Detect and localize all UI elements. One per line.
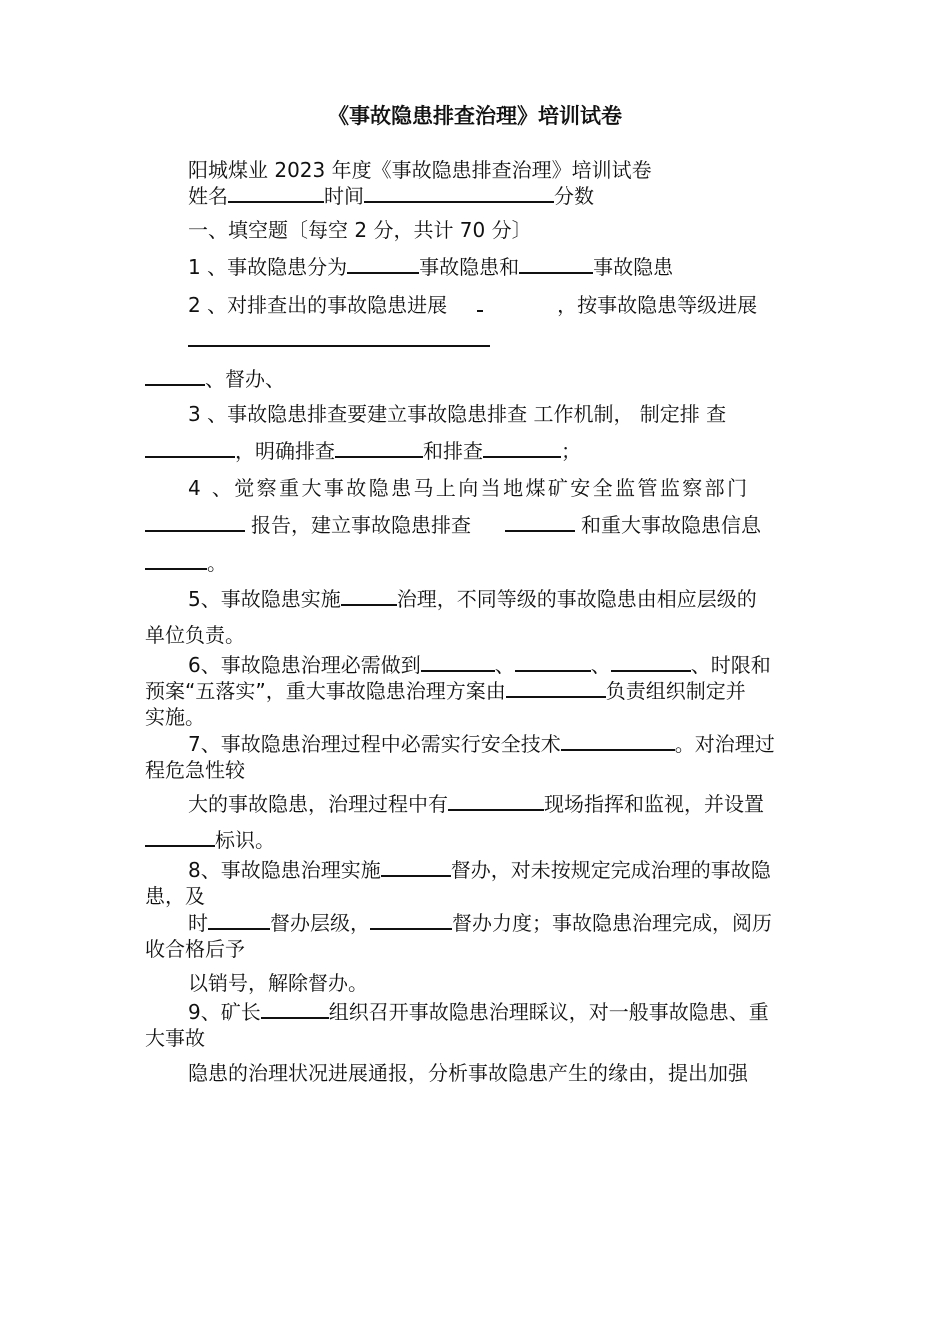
q6-text-d: 、时限和 <box>690 653 771 677</box>
question-7-cont <box>145 757 245 783</box>
time-label: 时间 <box>324 184 364 208</box>
q7-text-d: 大的事故隐患，治理过程中有 <box>188 792 448 816</box>
q2-blank-3 <box>145 366 205 386</box>
q3-blank-2 <box>335 438 423 458</box>
q6-blank-3 <box>611 652 691 672</box>
q1-text-c: 事故隐患 <box>593 255 674 279</box>
question-9-cont-2 <box>188 1060 748 1086</box>
question-8-cont <box>145 883 205 909</box>
q8-text-a: 8、事故隐患治理实施 <box>188 858 381 882</box>
q7-text-c: 程危急性较 <box>145 758 245 782</box>
q9-text-b: 组织召开事故隐患治理睬议，对一般事故隐患、重 <box>328 1000 769 1024</box>
name-label: 姓名 <box>188 184 228 208</box>
q4-text-b: 报告，建立事故隐患排查 <box>251 513 471 537</box>
question-4-cont <box>145 512 761 538</box>
q8-text-g: 收合格后予 <box>145 937 245 961</box>
q7-blank-1 <box>561 731 675 751</box>
q9-text-d: 隐患的治理状况进展通报，分析事故隐患产生的缘由，提出加强 <box>188 1061 748 1085</box>
q5-text-a: 5、事故隐患实施 <box>188 587 341 611</box>
q7-text-e: 现场指挥和监视，并设置 <box>544 792 764 816</box>
time-blank <box>364 183 554 203</box>
question-6 <box>188 652 771 678</box>
section1-heading: 一、填空题〔每空 2 分，共计 70 分〕 <box>188 218 532 242</box>
q6-blank-4 <box>506 678 606 698</box>
question-3-cont <box>145 438 581 464</box>
question-8-end <box>188 970 368 996</box>
q1-blank-1 <box>347 254 419 274</box>
q1-blank-2 <box>519 254 593 274</box>
q7-text-a: 7、事故隐患治理过程中必需实行安全技术 <box>188 732 561 756</box>
question-2-blank-line <box>188 327 490 353</box>
q4-text-d: 。 <box>207 551 227 575</box>
q4-text-c: 和重大事故隐患信息 <box>581 513 761 537</box>
q5-text-c: 单位负责。 <box>145 623 245 647</box>
q6-text-e: 预案“五落实”，重大事故隐患治理方案由 <box>145 679 506 703</box>
exam-info-row <box>188 183 594 209</box>
q3-text-c: 和排查 <box>423 439 483 463</box>
q9-text-c: 大事故 <box>145 1026 205 1050</box>
q6-blank-2 <box>515 652 591 672</box>
question-6-cont <box>145 678 746 704</box>
q8-blank-2 <box>208 910 270 930</box>
q3-text-b: ，明确排查 <box>235 439 335 463</box>
question-7 <box>188 731 775 757</box>
q8-blank-3 <box>370 910 452 930</box>
q6-text-a: 6、事故隐患治理必需做到 <box>188 653 421 677</box>
question-5 <box>188 586 757 612</box>
question-7-cont-2 <box>188 791 764 817</box>
q7-blank-3 <box>145 827 215 847</box>
q4-blank-2 <box>505 512 575 532</box>
q8-blank-1 <box>381 857 451 877</box>
question-1 <box>188 254 673 280</box>
q2-text-c: 、督办、 <box>205 367 285 391</box>
q9-blank-1 <box>261 999 329 1019</box>
q6-text-g: 实施。 <box>145 705 205 729</box>
q4-text-a: 4 、觉察重大事故隐患马上向当地煤矿安全监管监察部门 <box>188 476 750 500</box>
question-9 <box>188 999 769 1025</box>
q6-blank-1 <box>421 652 495 672</box>
q8-text-f: 督办力度；事故隐患治理完成，阅历 <box>452 911 772 935</box>
q2-text-b: ，按事故隐患等级进展 <box>557 293 758 317</box>
q3-blank-1 <box>145 438 235 458</box>
q2-blank-2 <box>188 327 490 347</box>
q7-text-f: 标识。 <box>215 828 275 852</box>
q8-text-b: 督办，对未按规定完成治理的事故隐 <box>450 858 771 882</box>
name-blank <box>228 183 324 203</box>
question-7-end <box>145 827 275 853</box>
score-label: 分数 <box>554 184 594 208</box>
q2-text-a: 2 、对排查出的事故隐患进展 <box>188 293 448 317</box>
q8-text-c: 患，及 <box>145 884 205 908</box>
q3-text-d: ； <box>561 439 581 463</box>
exam-subtitle <box>188 157 652 183</box>
q8-text-h: 以销号，解除督办。 <box>188 971 368 995</box>
q1-text-a: 1 、事故隐患分为 <box>188 255 348 279</box>
q8-text-d: 时 <box>188 911 208 935</box>
q5-text-b: 治理，不同等级的事故隐患由相应层级的 <box>396 587 757 611</box>
q7-text-b: 。对治理过 <box>674 732 775 756</box>
q6-text-f: 负责组织制定并 <box>605 679 746 703</box>
q8-text-e: 督办层级， <box>270 911 370 935</box>
question-3 <box>188 401 726 427</box>
q2-blank-1 <box>477 292 483 312</box>
question-6-end <box>145 704 205 730</box>
question-8-cont-3 <box>145 936 245 962</box>
q3-text-a: 3 、事故隐患排查要建立事故隐患排查 工作机制， 制定排 查 <box>188 402 727 426</box>
subtitle-text: 阳城煤业 2023 年度《事故隐患排查治理》培训试卷 <box>188 158 652 182</box>
document-title: 《事故隐患排查治理》培训试卷 <box>328 104 622 128</box>
question-4 <box>188 475 749 501</box>
q4-blank-3 <box>145 550 207 570</box>
question-5-cont <box>145 622 245 648</box>
q3-blank-3 <box>483 438 561 458</box>
question-2-cont <box>145 366 285 392</box>
q5-blank-1 <box>341 586 397 606</box>
section-heading <box>188 217 532 243</box>
q1-text-b: 事故隐患和 <box>419 255 520 279</box>
question-2 <box>188 292 757 318</box>
question-8-cont-2 <box>188 910 772 936</box>
question-8 <box>188 857 771 883</box>
q7-blank-2 <box>448 791 544 811</box>
q4-blank-1 <box>145 512 245 532</box>
q6-text-c: 、 <box>590 653 611 677</box>
q9-text-a: 9、矿长 <box>188 1000 261 1024</box>
question-4-end <box>145 550 227 576</box>
question-9-cont <box>145 1025 205 1051</box>
q6-text-b: 、 <box>494 653 515 677</box>
